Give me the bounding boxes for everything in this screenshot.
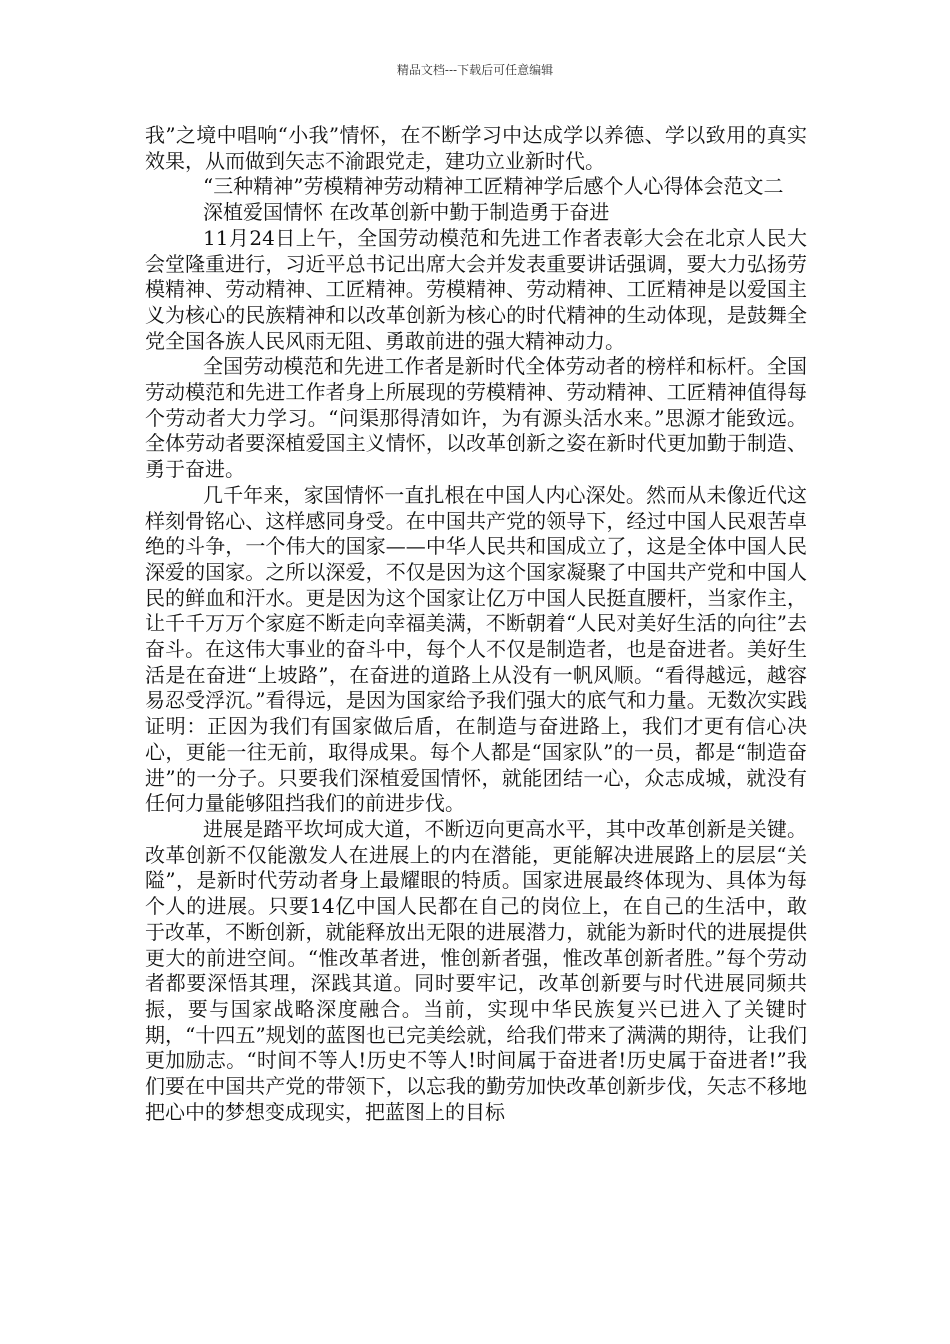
paragraph: 进展是踏平坎坷成大道，不断迈向更高水平，其中改革创新是关键。改革创新不仅能激发人在进展上的内在潜能，更能解决进展路上的层层“关隘”，是新时代劳动者身上最耀眼的特质。国家进展最终体现为、具体为每个人的进展。只要14亿中国人民都在自己的岗位上，在自己的生活中，敢于改革，不断创新，就能释放出无限的进展潜力，就能为新时代的进展提供更大的前进空间。“惟改革者进，惟创新者强，惟改革创新者胜。”每个劳动者都要深悟其理，深践其道。同时要牢记，改革创新要与时代进展同频共振，要与国家战略深度融合。当前，实现中华民族复兴已进入了关键时期，“十四五”规划的蓝图也已完美绘就，给我们带来了满满的期待，让我们更加励志。“时间不等人!历史不等人!时间属于奋进者!历史属于奋进者!”我们要在中国共产党的带领下，以忘我的勤劳加快改革创新步伐，矢志不移地把心中的梦想变成现实，把蓝图上的目标 [145,816,807,1124]
paragraph: 全国劳动模范和先进工作者是新时代全体劳动者的榜样和标杆。全国劳动模范和先进工作者身上所展现的劳模精神、劳动精神、工匠精神值得每个劳动者大力学习。“问渠那得清如许，为有源头活水来。”思源才能致远。全体劳动者要深植爱国主义情怀，以改革创新之姿在新时代更加勤于制造、勇于奋进。 [145,354,807,482]
page-header: 精品文档---下载后可任意编辑 [396,63,554,77]
paragraph: 11月24日上午，全国劳动模范和先进工作者表彰大会在北京人民大会堂隆重进行，习近平总书记出席大会并发表重要讲话强调，要大力弘扬劳模精神、劳动精神、工匠精神。劳模精神、劳动精神、工匠精神是以爱国主义为核心的民族精神和以改革创新为核心的时代精神的生动体现，是鼓舞全党全国各族人民风雨无阻、勇敢前进的强大精神动力。 [145,225,807,353]
paragraph-continuation: 我”之境中唱响“小我”情怀，在不断学习中达成学以养德、学以致用的真实效果，从而做到矢志不渝跟党走，建功立业新时代。 [145,123,807,173]
article-title: “三种精神”劳模精神劳动精神工匠精神学后感个人心得体会范文二 [203,174,784,199]
paragraph: 几千年来，家国情怀一直扎根在中国人内心深处。然而从未像近代这样刻骨铭心、这样感同身受。在中国共产党的领导下，经过中国人民艰苦卓绝的斗争，一个伟大的国家——中华人民共和国成立了，这是全体中国人民深爱的国家。之所以深爱，不仅是因为这个国家凝聚了中国共产党和中国人民的鲜血和汗水。更是因为这个国家让亿万中国人民挺直腰杆，当家作主，让千千万万个家庭不断走向幸福美满，不断朝着“人民对美好生活的向往”去奋斗。在这伟大事业的奋斗中，每个人不仅是制造者，也是奋进者。美好生活是在奋进“上坡路”，在奋进的道路上从没有一帆风顺。“看得越远，越容易忍受浮沉。”看得远，是因为国家给予我们强大的底气和力量。无数次实践证明：正因为我们有国家做后盾，在制造与奋进路上，我们才更有信心决心，更能一往无前，取得成果。每个人都是“国家队”的一员，都是“制造奋进”的一分子。只要我们深植爱国情怀，就能团结一心，众志成城，就没有任何力量能够阻挡我们的前进步伐。 [145,482,807,816]
document-body [145,123,807,1125]
article-subtitle: 深植爱国情怀 在改革创新中勤于制造勇于奋进 [203,200,610,225]
